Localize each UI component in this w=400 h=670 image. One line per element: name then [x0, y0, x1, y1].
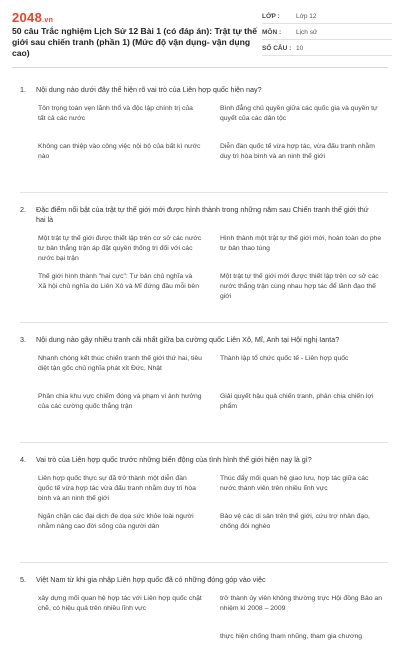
question-stem	[20, 205, 388, 225]
meta-value-class: Lớp 12	[296, 12, 317, 20]
logo-suffix-text: .vn	[42, 17, 54, 24]
meta-row-subject	[262, 25, 392, 40]
answer-grid	[20, 104, 388, 180]
meta-row-class	[262, 9, 392, 24]
answer-option[interactable]: thực hiện chống tham nhũng, tham gia chương	[220, 633, 363, 640]
answer-grid	[20, 354, 388, 430]
question-list	[12, 68, 388, 670]
answer-option[interactable]: Một trật tự thế giới được thiết lập trên cơ sở các nước tư bản thắng trận áp đặt quyền thống trị đối với các nước bại trận	[38, 235, 202, 262]
page-title: 50 câu Trắc nghiệm Lịch Sử 12 Bài 1 (có đáp án): Trật tự thế giới sau chiến tranh (phần 1) (Mức độ vận dụng- vận dụng cao)	[12, 26, 258, 58]
question-text: Việt Nam từ khi gia nhập Liên hợp quốc đã có những đóng góp vào việc	[36, 575, 266, 584]
answer-option[interactable]: Hình thành một trật tự thế giới mới, hoàn toàn do phe tư bản thao túng	[220, 235, 382, 252]
answer-option[interactable]: Một trật tự thế giới mới được thiết lập trên cơ sở các nước thắng trận cùng nhau hợp tác để lãnh đạo thế giới	[220, 273, 379, 300]
question-1	[20, 85, 388, 180]
question-stem	[20, 335, 388, 345]
meta-label-class: LỚP :	[262, 12, 280, 20]
answer-option[interactable]: Thúc đẩy mối quan hệ giao lưu, hợp tác giữa các nước thành viên trên nhiều lĩnh vực	[220, 475, 369, 492]
answer-grid	[20, 474, 388, 550]
meta-label-subject: MÔN :	[262, 28, 282, 36]
answer-grid	[20, 234, 388, 310]
question-5	[20, 575, 388, 670]
question-number: 5.	[20, 575, 26, 584]
question-text: Nội dung nào gây nhiều tranh cãi nhất giữa ba cường quốc Liên Xô, Mĩ, Anh tại Hội nghị Ianta?	[36, 335, 340, 344]
answer-option[interactable]: Phân chia khu vực chiếm đóng và phạm vi ảnh hưởng của các cường quốc thắng trận	[38, 393, 202, 410]
answer-option[interactable]: Bảo vệ các di sản trên thế giới, cứu trợ nhân đạo, chống đói nghèo	[220, 513, 370, 530]
question-number: 4.	[20, 455, 26, 464]
question-number: 1.	[20, 85, 26, 94]
question-text: Nội dung nào dưới đây thể hiện rõ vai trò của Liên hợp quốc hiện nay?	[36, 85, 262, 94]
divider	[20, 322, 388, 323]
answer-option[interactable]: Nhanh chóng kết thúc chiến tranh thế giới thứ hai, tiêu diệt tận gốc chủ nghĩa phát xít Đức, Nhật	[38, 355, 202, 372]
meta-info	[262, 9, 392, 57]
question-stem	[20, 85, 388, 95]
question-3	[20, 335, 388, 430]
question-text: Vai trò của Liên hợp quốc trước những biến động của tình hình thế giới hiện nay là gì?	[36, 455, 312, 464]
meta-row-count	[262, 41, 392, 56]
answer-option[interactable]: trở thành ủy viên không thường trực Hội đồng Bảo an nhiệm kì 2008 – 2009	[220, 595, 382, 612]
answer-option[interactable]: Ngăn chặn các đại dịch đe dọa sức khỏe loài người nhằm nâng cao đời sống của người dân	[38, 513, 194, 530]
answer-option[interactable]: Bình đẳng chủ quyền giữa các quốc gia và quyền tự quyết của các dân tộc	[220, 105, 378, 122]
question-number: 2.	[20, 205, 26, 214]
divider	[20, 442, 388, 443]
answer-option[interactable]: Thành lập tổ chức quốc tế - Liên hợp quốc	[220, 355, 349, 362]
answer-option[interactable]: Tôn trọng toàn vẹn lãnh thổ và độc lập chính trị của tất cả các nước	[38, 105, 193, 122]
answer-option[interactable]: Diễn đàn quốc tế vừa hợp tác, vừa đấu tranh nhằm duy trì hòa bình và an ninh thế giới	[220, 143, 375, 160]
meta-value-count: 10	[296, 44, 304, 52]
meta-value-subject: Lịch sử	[296, 28, 318, 36]
site-logo[interactable]	[12, 10, 53, 25]
answer-option[interactable]	[38, 632, 206, 670]
meta-label-count: SỐ CÂU :	[262, 44, 292, 52]
question-text: Đặc điểm nổi bật của trật tự thế giới mới được hình thành trong những năm sau Chiến tranh thế giới thứ hai là	[36, 205, 369, 224]
divider	[20, 562, 388, 563]
document-header	[12, 0, 388, 68]
logo-main-text: 2048	[12, 10, 43, 25]
question-stem	[20, 455, 388, 465]
question-2	[20, 205, 388, 310]
answer-option[interactable]: Không can thiệp vào công việc nội bộ của bất kì nước nào	[38, 143, 201, 160]
question-stem	[20, 575, 388, 585]
question-number: 3.	[20, 335, 26, 344]
answer-option[interactable]: xây dựng mối quan hệ hợp tác với Liên hợp quốc chặt chẽ, có hiệu quả trên nhiều lĩnh vực	[38, 595, 202, 612]
answer-option[interactable]: Liên hợp quốc thực sự đã trở thành một diễn đàn quốc tế vừa hợp tác vừa đấu tranh nhằm duy trì hòa bình và an ninh thế giới	[38, 475, 196, 502]
question-4	[20, 455, 388, 550]
answer-option[interactable]: Giải quyết hậu quả chiến tranh, phân chia chiến lợi phẩm	[220, 393, 374, 410]
divider	[20, 192, 388, 193]
answer-grid	[20, 594, 388, 670]
answer-option[interactable]: Thế giới hình thành "hai cực": Tư bản chủ nghĩa và Xã hội chủ nghĩa do Liên Xô và Mĩ đứng đầu mỗi bên	[38, 273, 199, 290]
